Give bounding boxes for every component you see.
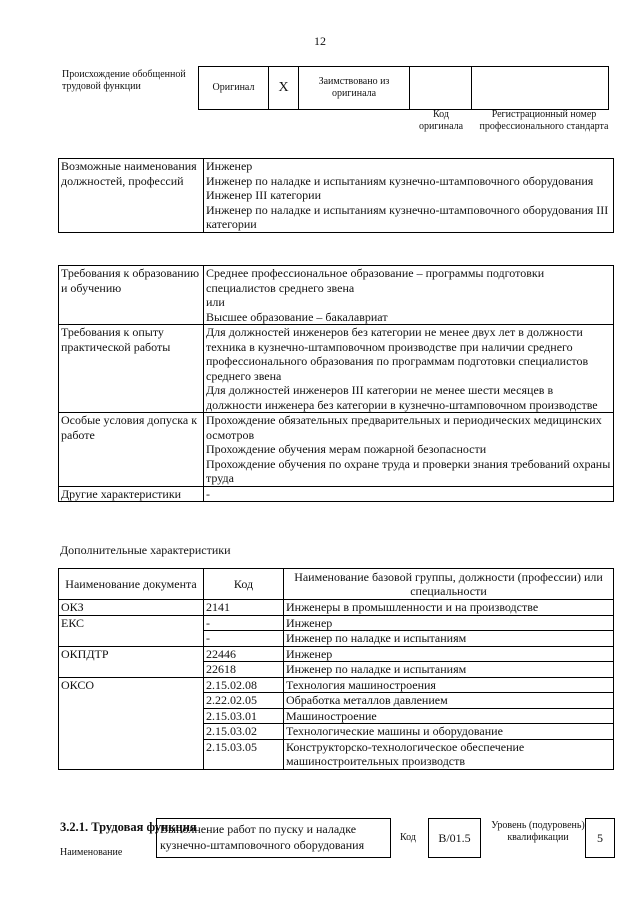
additional-table	[58, 568, 614, 770]
column-header: Наименование документа	[59, 569, 204, 600]
doc-code: -	[204, 631, 284, 647]
origin-mark: X	[269, 67, 299, 109]
doc-name: ЕКС	[59, 615, 204, 646]
origin-original-label: Оригинал	[199, 67, 269, 109]
doc-name: ОКЗ	[59, 600, 204, 616]
doc-title: Обработка металлов давлением	[284, 693, 614, 709]
doc-code: 2.15.03.01	[204, 708, 284, 724]
requirement-label: Особые условия допуска к работе	[59, 413, 204, 487]
table-row	[59, 266, 614, 325]
doc-title: Технологические машины и оборудование	[284, 724, 614, 740]
doc-title: Инженер	[284, 615, 614, 631]
origin-box	[198, 66, 609, 110]
doc-title: Инженер по наладке и испытаниям	[284, 662, 614, 678]
doc-title: Машиностроение	[284, 708, 614, 724]
section-heading: 3.2.1. Трудовая функция	[60, 820, 197, 834]
doc-code: 2.15.03.05	[204, 739, 284, 769]
requirement-label: Требования к опыту практической работы	[59, 325, 204, 413]
origin-code-caption: Код оригинала	[418, 109, 464, 132]
table-row	[59, 615, 614, 631]
doc-title: Инженеры в промышленности и на производстве	[284, 600, 614, 616]
table-row	[59, 325, 614, 413]
job-titles-values	[204, 159, 614, 233]
requirement-line: Высшее образование – бакалавриат	[206, 309, 388, 324]
origin-label: Происхождение обобщенной трудовой функции	[62, 69, 186, 92]
requirement-line: Прохождение обучения по охране труда и проверки знания требований охраны труда	[206, 456, 611, 485]
table-row	[59, 600, 614, 616]
job-title: Инженер по наладке и испытаниям кузнечно-штамповочного оборудования III категории	[206, 202, 609, 231]
job-titles-table	[58, 158, 614, 233]
doc-code: -	[204, 615, 284, 631]
requirement-line: или	[206, 295, 225, 309]
requirement-label: Требования к образованию и обучению	[59, 266, 204, 325]
table-row	[59, 677, 614, 693]
requirement-values	[204, 266, 614, 325]
page-number: 12	[314, 34, 326, 48]
requirement-line: -	[206, 486, 210, 501]
table-header-row	[59, 569, 614, 600]
job-title: Инженер по наладке и испытаниям кузнечно-штамповочного оборудования	[206, 173, 594, 188]
origin-borrowed-label: Заимствовано из оригинала	[299, 67, 410, 109]
job-title: Инженер	[206, 159, 253, 173]
function-name-label: Наименование	[60, 847, 123, 858]
additional-title: Дополнительные характеристики	[60, 543, 231, 557]
job-titles-label: Возможные наименования должностей, профессий	[59, 159, 204, 233]
function-level-label: Уровень (подуровень) квалификации	[491, 820, 585, 843]
job-title: Инженер III категории	[206, 188, 321, 202]
column-header: Наименование базовой группы, должности (профессии) или специальности	[284, 569, 614, 600]
doc-title: Конструкторско-технологическое обеспечение машиностроительных производств	[284, 739, 614, 769]
origin-code-cell	[410, 67, 472, 109]
doc-name: ОКПДТР	[59, 646, 204, 677]
origin-reg-caption: Регистрационный номер профессионального стандарта	[479, 109, 609, 132]
column-header: Код	[204, 569, 284, 600]
function-level-value: 5	[585, 818, 615, 858]
requirement-line: Для должностей инженеров III категории не менее шести месяцев в должности инженера без категории в кузнечно-штамповочном производстве	[206, 383, 598, 412]
requirement-line: Прохождение обязательных предварительных и периодических медицинских осмотров	[206, 413, 602, 442]
doc-name: ОКСО	[59, 677, 204, 769]
requirement-line: Для должностей инженеров без категории не менее двух лет в должности техника в кузнечно-штамповочном производстве при наличии среднего профессионального образования по программам подготовки специалистов среднего звена	[206, 325, 589, 383]
requirements-table	[58, 265, 614, 502]
doc-code: 2.15.03.02	[204, 724, 284, 740]
table-row	[59, 413, 614, 487]
requirement-line: Прохождение обучения мерам пожарной безопасности	[206, 442, 487, 456]
origin-reg-cell	[472, 67, 608, 109]
doc-code: 22618	[204, 662, 284, 678]
requirement-values	[204, 325, 614, 413]
doc-code: 2.22.02.05	[204, 693, 284, 709]
doc-title: Инженер	[284, 646, 614, 662]
function-code-label: Код	[400, 832, 416, 843]
function-code-value: B/01.5	[428, 818, 481, 858]
doc-code: 2.15.02.08	[204, 677, 284, 693]
function-name-value: Выполнение работ по пуску и наладке кузнечно-штамповочного оборудования	[156, 818, 391, 858]
requirement-values	[204, 486, 614, 502]
requirement-label: Другие характеристики	[59, 486, 204, 502]
doc-code: 22446	[204, 646, 284, 662]
requirement-values	[204, 413, 614, 487]
table-row	[59, 646, 614, 662]
requirement-line: Среднее профессиональное образование – программы подготовки специалистов среднего звена	[206, 266, 545, 295]
doc-title: Технология машиностроения	[284, 677, 614, 693]
table-row	[59, 486, 614, 502]
doc-title: Инженер по наладке и испытаниям	[284, 631, 614, 647]
doc-code: 2141	[204, 600, 284, 616]
